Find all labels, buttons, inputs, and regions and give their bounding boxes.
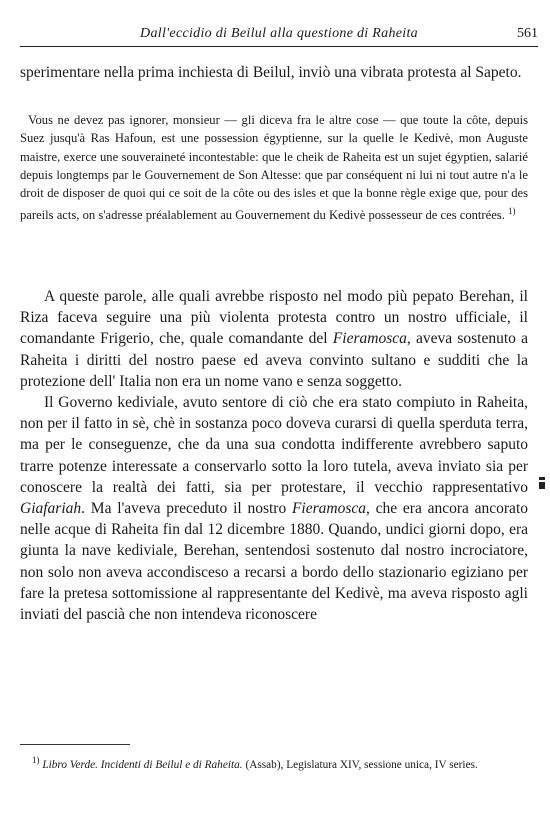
- text-run: A queste parole, alle quali avrebbe risposto nel modo più pepato Berehan, il Riza faceva seguire una più violenta protesta contro un nostro ufficiale, il comandante Frigerio, che, quale comandante del: [20, 288, 528, 348]
- text-run: . Ma l'aveva preceduto il nostro: [81, 500, 292, 518]
- page-number: 561: [517, 26, 538, 41]
- header-rule: [20, 46, 538, 47]
- paragraph: [20, 286, 528, 392]
- continuation-paragraph: sperimentare nella prima inchiesta di Beilul, inviò una vibrata protesta al Sapeto.: [20, 64, 522, 81]
- main-text: [20, 286, 528, 625]
- footnote-details: (Assab), Legislatura XIV, sessione unica, IV series.: [245, 758, 478, 771]
- french-quotation: [20, 111, 528, 225]
- person-name: Giafariah: [20, 500, 82, 518]
- text-run: , che era ancora ancorato nelle acque di Raheita fin dal 12 dicembre 1880. Quando, undici giorni dopo, era giunta la nave kediviale, Berehan, sentendosi sostenuto dal nostro incrociatore, non solo non aveva accondisceso a recarsi a bordo dello stazionario egiziano per fare la pretesa sottomissione al rappresentante del Kedivè, ma aveva risposto agli inviati del pascià che non intendeva riconoscere: [20, 500, 528, 624]
- footnote-marker: 1): [32, 755, 40, 765]
- quotation-text: Vous ne devez pas ignorer, monsieur — gli diceva fra le altre cose — que toute la côte, depuis Suez jusqu'à Ras Hafoun, est une possession égyptienne, sur la quelle le Kedivè, mon Auguste maistre, exerce une souveraineté incontestable: que le cheik de Raheita est un sujet égyptien, salarié depuis longtemps par le Gouvernement de Son Altesse: que par conséquent ni lui ni tout autre n'a le droit de disposer de quoi qui ce soit de la côte ou des isles et que la bonne règle exige que, pour des pareils acts, on s'adresse préalablement au Gouvernement du Kedivè possesseur de ces contrées.: [20, 113, 528, 223]
- footnote: [20, 752, 528, 773]
- paragraph: [20, 392, 528, 625]
- text-run: Il Governo kediviale, avuto sentore di ciò che era stato compiuto in Raheita, non per il fatto in sè, chè in sostanza poco doveva curarsi di quella sperduta terra, ma per le conseguenze, che da una sua condotta indifferente avrebbero saputo trarre potenze interessate a conservarlo sotto la loro tutela, aveva inviato sia per conoscere la realtà dei fatti, sia per protestare, il vecchio rappresentativo: [20, 394, 528, 496]
- margin-mark: [538, 476, 546, 490]
- ship-name: Fieramosca: [332, 330, 407, 348]
- footnote-rule: [20, 744, 130, 745]
- ship-name: Fieramosca: [291, 500, 366, 518]
- page-header: [20, 26, 538, 46]
- footnote-source-title: Libro Verde. Incidenti di Beilul e di Raheita.: [42, 758, 243, 771]
- footnote-reference: 1): [508, 206, 516, 217]
- running-title: Dall'eccidio di Beilul alla questione di Raheita: [140, 26, 418, 41]
- text-run: , aveva sostenuto a Raheita i diritti del nostro paese ed aveva convinto sultano e sudditi che la protezione dell' Italia non era un nome vano e senza soggetto.: [20, 330, 529, 390]
